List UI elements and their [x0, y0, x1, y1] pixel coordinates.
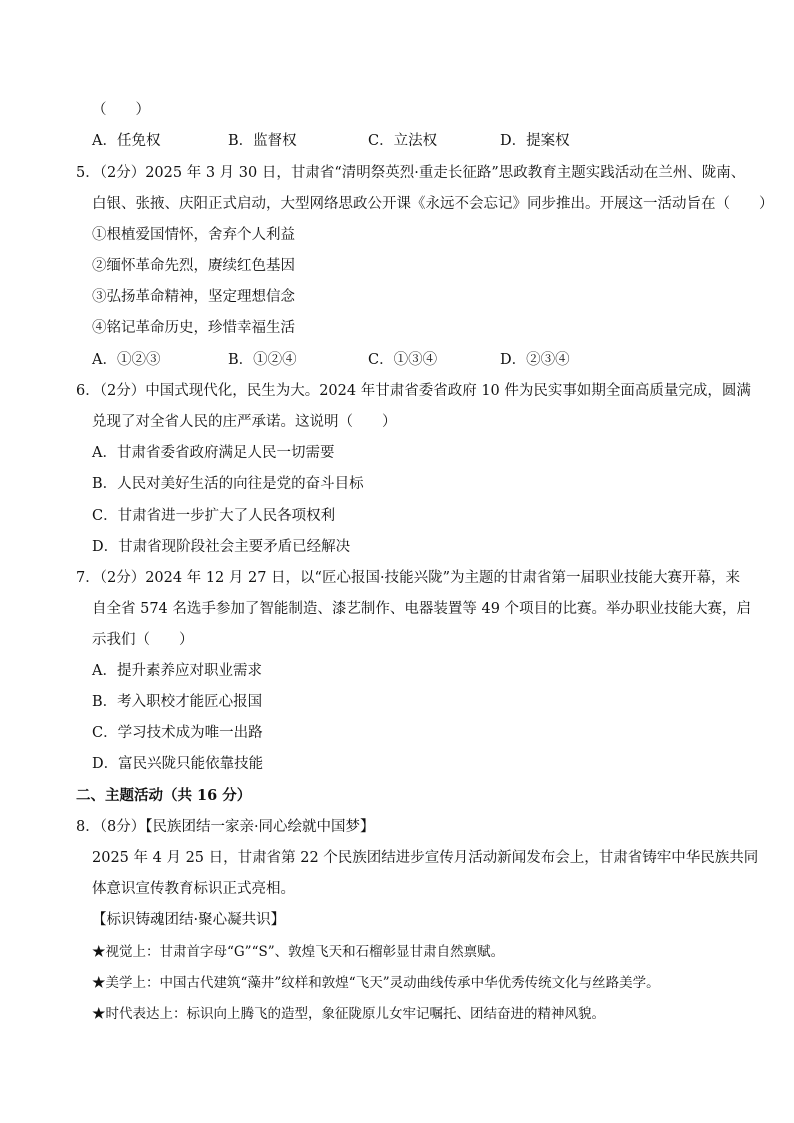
q5-option-b: B．①②④: [228, 352, 297, 368]
q6-stem-line2: 兑现了对全省人民的庄严承诺。这说明（ ）: [92, 414, 397, 430]
q7-stem-line2: 自全省 574 名选手参加了智能制造、漆艺制作、电器装置等 49 个项目的比赛。举办职业技能大赛，启: [92, 601, 752, 617]
q5-item-1: ①根植爱国情怀，舍弃个人利益: [92, 227, 295, 243]
q6-option-a: A．甘肃省委省政府满足人民一切需要: [92, 445, 335, 461]
q5-option-c: C．①③④: [368, 352, 438, 368]
q4-option-a: A．任免权: [92, 133, 161, 149]
q5-item-3: ③弘扬革命精神，坚定理想信念: [92, 289, 295, 305]
section-heading: 二、主题活动（共 16 分）: [76, 787, 252, 804]
q8-title: 8．（8分）【民族团结一家亲·同心绘就中国梦】: [76, 819, 375, 835]
q5-item-2: ②缅怀革命先烈，赓续红色基因: [92, 258, 295, 274]
q7-option-a: A．提升素养应对职业需求: [92, 663, 262, 679]
q8-bullet-aesthetic: ★美学上：中国古代建筑“藻井”纹样和敦煌“飞天”灵动曲线传承中华优秀传统文化与丝路美学。: [92, 975, 660, 991]
q6-option-c: C．甘肃省进一步扩大了人民各项权利: [92, 508, 336, 524]
q7-stem-line1: 7．（2分）2024 年 12 月 27 日，以“匠心报国·技能兴陇”为主题的甘肃省第一届职业技能大赛开幕，来: [76, 570, 740, 586]
q5-option-a: A．①②③: [92, 352, 161, 368]
q6-option-d: D．甘肃省现阶段社会主要矛盾已经解决: [92, 539, 351, 555]
q5-item-4: ④铭记革命历史，珍惜幸福生活: [92, 320, 295, 336]
q6-option-b: B．人民对美好生活的向往是党的奋斗目标: [92, 476, 364, 492]
q5-option-d: D．②③④: [500, 352, 570, 368]
q5-stem-line1: 5．（2分）2025 年 3 月 30 日，甘肃省“清明祭英烈·重走长征路”思政教育主题实践活动在兰州、陇南、: [76, 165, 746, 181]
q8-subheading: 【标识铸魂团结·聚心凝共识】: [92, 912, 286, 928]
q8-paragraph-line1: 2025 年 4 月 25 日，甘肃省第 22 个民族团结进步宣传月活动新闻发布会上，甘肃省铸牢中华民族共同: [92, 850, 759, 866]
q7-option-b: B．考入职校才能匠心报国: [92, 694, 263, 710]
q4-option-c: C．立法权: [368, 133, 438, 149]
q4-blank-paren: （ ）: [92, 102, 150, 118]
q5-stem-line2: 白银、张掖、庆阳正式启动，大型网络思政公开课《永远不会忘记》同步推出。开展这一活动旨在（ ）: [92, 196, 774, 212]
q8-paragraph-line2: 体意识宣传教育标识正式亮相。: [92, 881, 295, 897]
q7-stem-line3: 示我们（ ）: [92, 632, 194, 648]
q8-bullet-visual: ★视觉上：甘肃首字母“G”“S”、敦煌飞天和石榴彰显甘肃自然禀赋。: [92, 944, 505, 960]
q6-stem-line1: 6．（2分）中国式现代化，民生为大。2024 年甘肃省委省政府 10 件为民实事如期全面高质量完成，圆满: [76, 383, 751, 399]
q4-option-d: D．提案权: [500, 133, 570, 149]
q8-bullet-era: ★时代表达上：标识向上腾飞的造型，象征陇原儿女牢记嘱托、团结奋进的精神风貌。: [92, 1006, 605, 1022]
q7-option-d: D．富民兴陇只能依靠技能: [92, 756, 264, 772]
q7-option-c: C．学习技术成为唯一出路: [92, 725, 263, 741]
q4-option-b: B．监督权: [228, 133, 297, 149]
